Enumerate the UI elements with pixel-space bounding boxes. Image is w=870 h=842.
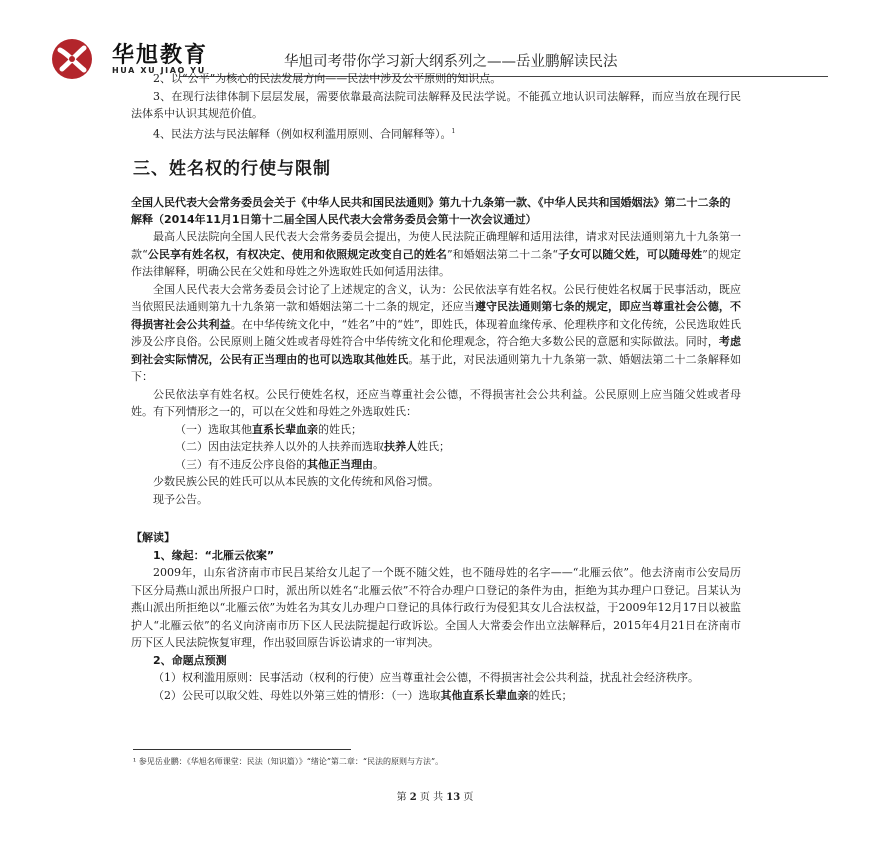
- intro-item: 2、以“公平”为核心的民法发展方向——民法中涉及公平原则的知识点。: [153, 72, 502, 85]
- case-paragraph: 2009年，山东省济南市市民吕某给女儿起了一个既不随父姓，也不随母姓的名字——“北雁云依”。他去济南市公安局历下区分局燕山派出所报户口时，派出所以姓名“北雁云依”不符合办理户口登记的条件为由，拒绝为其办理户口登记。吕某认为燕山派出所拒绝以“北雁云依”为姓名为其女儿办理户口登记的具体行政行为侵犯其女儿合法权益，于2009年12月17日以被监护人“北雁云依”的名义向济南市历下区人民法院提起行政诉讼。全国人大常委会作出立法解释后，2015年4月21日在济南市历下区人民法院恢复审理，作出驳回原告诉讼请求的一审判决。: [131, 566, 741, 650]
- analysis-label: 【解读】: [131, 531, 175, 545]
- law-paragraph: 全国人民代表大会常务委员会讨论了上述规定的含义，认为：公民依法享有姓名权。公民行使姓名权属于民事活动，既应当依照民法通则第九十九条第一款和婚姻法第二十二条的规定，还应当遵守民法通则第七条的规定，即应当尊重社会公德，不得损害社会公共利益。在中华传统文化中，“姓名”中的“姓”，即姓氏，体现着血缘传承、伦理秩序和文化传统，公民选取姓氏涉及公序良俗。公民原则上随父姓或者母姓符合中华传统文化和伦理观念，符合绝大多数公民的意愿和实际做法。同时，考虑到社会实际情况，公民有正当理由的也可以选取其他姓氏。基于此，对民法通则第九十九条第一款、婚姻法第二十二条解释如下：: [131, 282, 742, 384]
- page-number: 第 2 页 共 13 页: [396, 792, 474, 803]
- intro-item: 4、民法方法与民法解释（例如权利滥用原则、合同解释等）。$^1$: [153, 127, 456, 141]
- footnote-divider: [133, 749, 351, 750]
- prediction-paragraph: （1）权利滥用原则：民事活动（权利的行使）应当尊重社会公德，不得损害社会公共利益，扰乱社会经济秩序。: [153, 671, 699, 685]
- page-body: [131, 70, 741, 704]
- analysis-subheading: 1、缘起：“北雁云依案”: [153, 548, 275, 562]
- footnote: ¹ 参见岳业鹏：《华旭名师课堂：民法（知识篇）》“绪论”第二章：“民法的原则与方法”。: [133, 757, 444, 766]
- huaxu-logo-icon: [50, 36, 108, 82]
- law-list-item: （一）选取其他直系长辈血亲的姓氏；: [175, 422, 362, 436]
- intro-item: 3、在现行法律体制下层层发展，需要依靠最高法院司法解释及民法学说。不能孤立地认识司法解释，而应当放在现行民法体系中认识其规范价值。: [131, 89, 741, 120]
- analysis-subheading: 2、命题点预测: [153, 653, 227, 667]
- law-paragraph: 少数民族公民的姓氏可以从本民族的文化传统和风俗习惯。: [153, 475, 439, 489]
- logo-text-cn: 华旭教育: [112, 43, 209, 68]
- prediction-paragraph: （2）公民可以取父姓、母姓以外第三姓的情形：（一）选取其他直系长辈血亲的姓氏；: [153, 688, 573, 702]
- law-paragraph: 公民依法享有姓名权。公民行使姓名权，还应当尊重社会公德，不得损害社会公共利益。公民原则上应当随父姓或者母姓。有下列情形之一的，可以在父姓和母姓之外选取姓氏：: [131, 387, 741, 419]
- header-title: 华旭司考带你学习新大纲系列之——岳业鹏解读民法: [284, 54, 618, 70]
- logo-text-en: HUA XU JIAO YU: [112, 66, 206, 75]
- total-pages: 13: [446, 792, 461, 803]
- law-title: 全国人民代表大会常务委员会关于《中华人民共和国民法通则》第九十九条第一款、《中华人民共和国婚姻法》第二十二条的解释（2014年11月1日第十二届全国人民代表大会常务委员会第十一次会议通过）: [131, 196, 731, 227]
- footnote-marker[interactable]: 1: [451, 127, 456, 135]
- law-list-item: （二）因由法定扶养人以外的人扶养而选取扶养人姓氏；: [175, 440, 450, 454]
- law-paragraph: 现予公告。: [153, 492, 208, 506]
- law-paragraph: 最高人民法院向全国人民代表大会常务委员会提出，为使人民法院正确理解和适用法律，请求对民法通则第九十九条第一款“公民享有姓名权，有权决定、使用和依照规定改变自己的姓名”和婚姻法第二十二条“子女可以随父姓，可以随母姓”的规定作法律解释，明确公民在父姓和母姓之外选取姓氏如何适用法律。: [131, 230, 742, 279]
- section-heading: 三、姓名权的行使与限制: [133, 158, 331, 179]
- law-list-item: （三）有不违反公序良俗的其他正当理由。: [175, 457, 384, 471]
- current-page: 2: [409, 792, 417, 803]
